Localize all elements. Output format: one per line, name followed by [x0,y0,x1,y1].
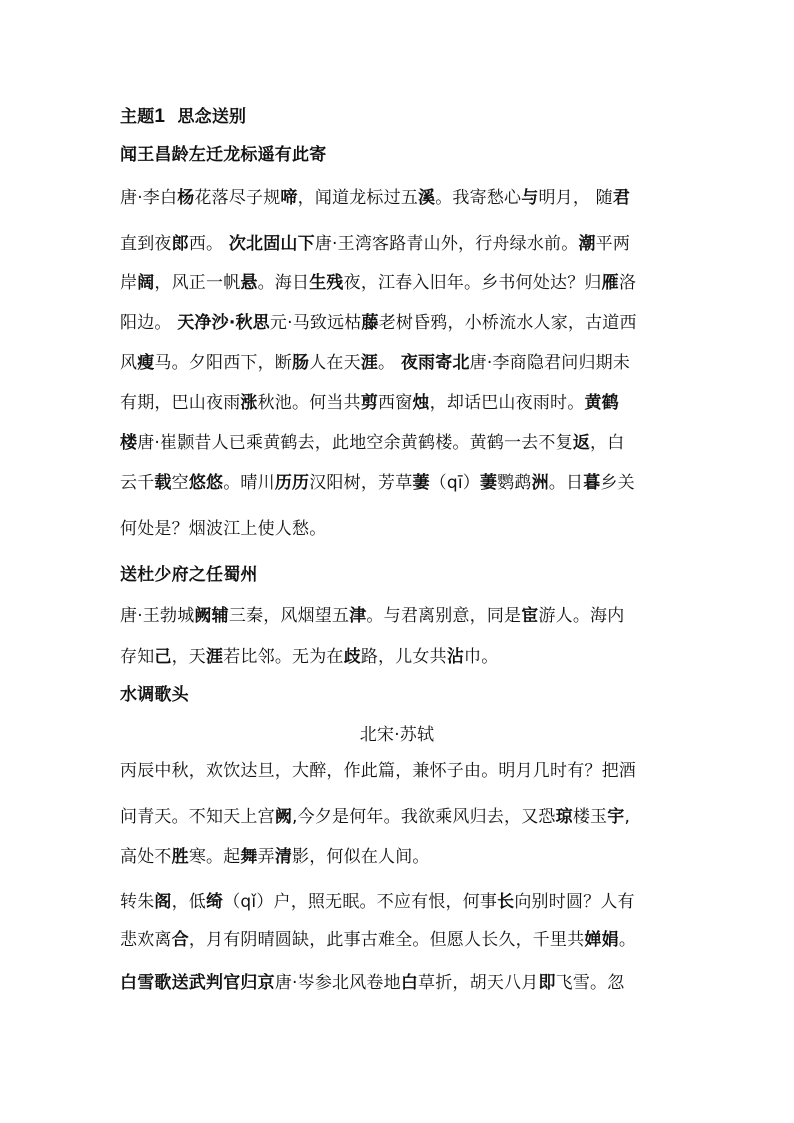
text-run: 。日 [548,473,584,493]
bold-text: 水调歌头 [120,685,189,705]
body-line [120,646,680,668]
text-run: ，月有阴晴圆缺，此事古难全。但愿人长久，千里共 [188,930,585,950]
text-run: 唐·李白 [120,188,178,208]
text-run: 。与君离别意，同是 [366,606,522,626]
text-run: 汉阳树，芳草 [309,473,413,493]
bold-text: 阔 [137,273,155,293]
text-run: ，白 [590,433,625,453]
bold-text: 杨 [177,188,195,208]
text-run: （qǐ）户，照无眠。不应有恨，何事 [223,892,498,912]
bold-text: 胜 [171,847,189,867]
bold-text: 天净沙·秋思 [177,313,270,333]
text-run: 飞雪。忽 [555,973,625,993]
body-line [120,392,680,414]
bold-text: 生残 [309,273,344,293]
text-run: 元·马致远枯 [269,313,362,333]
text-run: 弄 [257,847,275,867]
text-run: ，闻道龙标过五 [297,188,419,208]
bold-text: 涯 [360,353,379,373]
text-run: 岸 [120,273,138,293]
bold-text: 即 [538,973,556,993]
bold-text: 萋 [412,473,430,493]
text-run: 老树昏鸦，小桥流水人家，古道西 [378,313,637,333]
bold-text: 辅 [211,606,229,626]
text-run: 唐·王勃城 [120,606,195,626]
text-run: 人在天 [309,353,361,373]
text-run: 唐·崔颢昔人已乘黄鹤去，此地空余黄鹤楼。黄鹤一去不复 [137,433,573,453]
text-run: 。我寄愁心 [435,188,522,208]
bold-text: 悬 [240,273,258,293]
theme-heading-prefix: 主题 [120,107,155,127]
text-run: ,今夕是何年。我欲乘风归去，又恐 [292,807,556,827]
text-run: 云千 [120,473,155,493]
body-line [120,432,680,454]
text-run: 洛 [618,273,637,293]
text-run: 唐·王湾客路青山外，行舟绿水前。 [314,234,579,254]
bold-text: 清 [274,847,293,867]
text-run: 空 [171,473,189,493]
bold-text: 黄鹤 [584,393,619,413]
body-line [120,518,680,540]
bold-text: 潮 [578,234,596,254]
bold-text: 绮 [206,892,224,912]
text-run: 游人。海内 [538,606,625,626]
body-line [120,806,680,828]
bold-text: 送杜少府之任蜀州 [120,565,258,585]
text-run: 影，何似在人间。 [292,847,430,867]
text-run: 巾。 [464,647,499,667]
text-run: （qī） [429,473,480,493]
body-line [120,972,680,994]
body-line [120,312,680,334]
poem-title-wen-wang-changling [120,144,680,166]
bold-text: 宇 [607,807,625,827]
text-run: 唐·岑参北风卷地 [274,973,401,993]
bold-text: 萋 [479,473,498,493]
text-run: 。海日 [257,273,310,293]
bold-text: 郎 [171,234,189,254]
text-run: 马。夕阳西下，断 [154,353,293,373]
bold-text: 长 [497,892,515,912]
bold-text: 剪 [360,393,379,413]
text-run: 。 [378,353,401,373]
text-run: 鹦鹉 [497,473,532,493]
text-run: 问青天。不知天上宫 [120,807,275,827]
bold-text: 琼 [555,807,573,827]
body-line [120,929,680,951]
bold-text: 夜雨寄北 [400,353,470,373]
poem-author-su-shi [0,724,794,746]
bold-text: 津 [349,606,367,626]
bold-text: 宦 [521,606,539,626]
text-run: 存知 [120,647,155,667]
bold-text: 藤 [361,313,379,333]
bold-text: 涨 [240,393,258,413]
poem-title-shui-diao-ge-tou [120,684,680,706]
bold-text: 歧 [343,647,361,667]
bold-text: 婵娟 [584,930,619,950]
theme-heading-title: 思念送别 [177,107,247,127]
text-run: 花落尽子规 [194,188,281,208]
text-run: 直到夜 [120,234,172,254]
text-run: 若比邻。无为在 [223,647,344,667]
body-line [120,272,680,294]
text-run: 。 [618,930,637,950]
body-line [120,605,680,627]
body-line [120,187,680,209]
bold-text: 阙 [194,606,212,626]
text-run: 寒。起 [188,847,241,867]
bold-text: 阙 [274,807,293,827]
bold-text: 白雪歌送武判官归京 [120,973,275,993]
bold-text: 合 [171,930,189,950]
text-run: 有期，巴山夜雨 [120,393,241,413]
bold-text: 啼 [280,188,298,208]
text-run: ，低 [171,892,207,912]
text-run: , [624,807,631,827]
bold-text: 涯 [206,647,224,667]
bold-text: 洲 [531,473,549,493]
bold-text: 肠 [292,353,310,373]
bold-text: 白 [400,973,419,993]
text-run: ，天 [171,647,207,667]
text-run: ，却话巴山夜雨时。 [429,393,585,413]
bold-text: 次北固山下 [228,234,315,254]
text-run: 路，儿女共 [360,647,447,667]
bold-text: 烛 [412,393,430,413]
text-run: 。晴川 [223,473,275,493]
bold-text: 与 [521,188,539,208]
text-run: ，风正一帆 [154,273,241,293]
body-line [120,891,680,913]
text-run: 悲欢离 [120,930,172,950]
bold-text: 返 [572,433,591,453]
text-run: 何处是？烟波江上使人愁。 [120,519,327,539]
text-run: 平两 [595,234,631,254]
bold-text: 悠悠 [188,473,224,493]
bold-text: 君 [612,188,631,208]
bold-text: 沾 [446,647,465,667]
text-run: 夜，江春入旧年。乡书何处达？归 [343,273,602,293]
text-run: 北宋·苏轼 [359,725,435,745]
bold-text: 己 [154,647,172,667]
bold-text: 楼 [120,433,138,453]
bold-text: 历历 [274,473,310,493]
bold-text: 阁 [154,892,172,912]
text-run: 楼玉 [572,807,608,827]
text-run: 西窗 [378,393,413,413]
bold-text: 暮 [583,473,601,493]
text-run: 乡关 [600,473,635,493]
bold-text: 雁 [601,273,619,293]
body-line [120,846,680,868]
text-run: 秋池。何当共 [257,393,361,413]
text-run: 向别时圆？人有 [514,892,635,912]
text-run: 高处不 [120,847,172,867]
bold-text: 闻王昌龄左迁龙标遥有此寄 [120,145,327,165]
text-run: 唐·李商隐君问归期未 [469,353,631,373]
text-run: 明月， 随 [538,188,613,208]
body-line [120,760,680,782]
bold-text: 载 [154,473,172,493]
text-run: 转朱 [120,892,155,912]
text-run: 三秦，风烟望五 [228,606,350,626]
body-line [120,233,680,255]
text-run: 西。 [188,234,229,254]
bold-text: 瘦 [137,353,155,373]
bold-text: 舞 [240,847,258,867]
text-run: 风 [120,353,138,373]
bold-text: 溪 [418,188,436,208]
body-line [120,472,680,494]
theme-heading [120,106,680,128]
poem-title-song-du-shaofu [120,564,680,586]
text-run: 阳边。 [120,313,178,333]
text-run: 丙辰中秋，欢饮达旦，大醉，作此篇，兼怀子由。明月几时有？把酒 [120,761,636,781]
body-line [120,352,680,374]
theme-heading-number: 1 [154,106,166,127]
text-run: 草折，胡天八月 [418,973,539,993]
